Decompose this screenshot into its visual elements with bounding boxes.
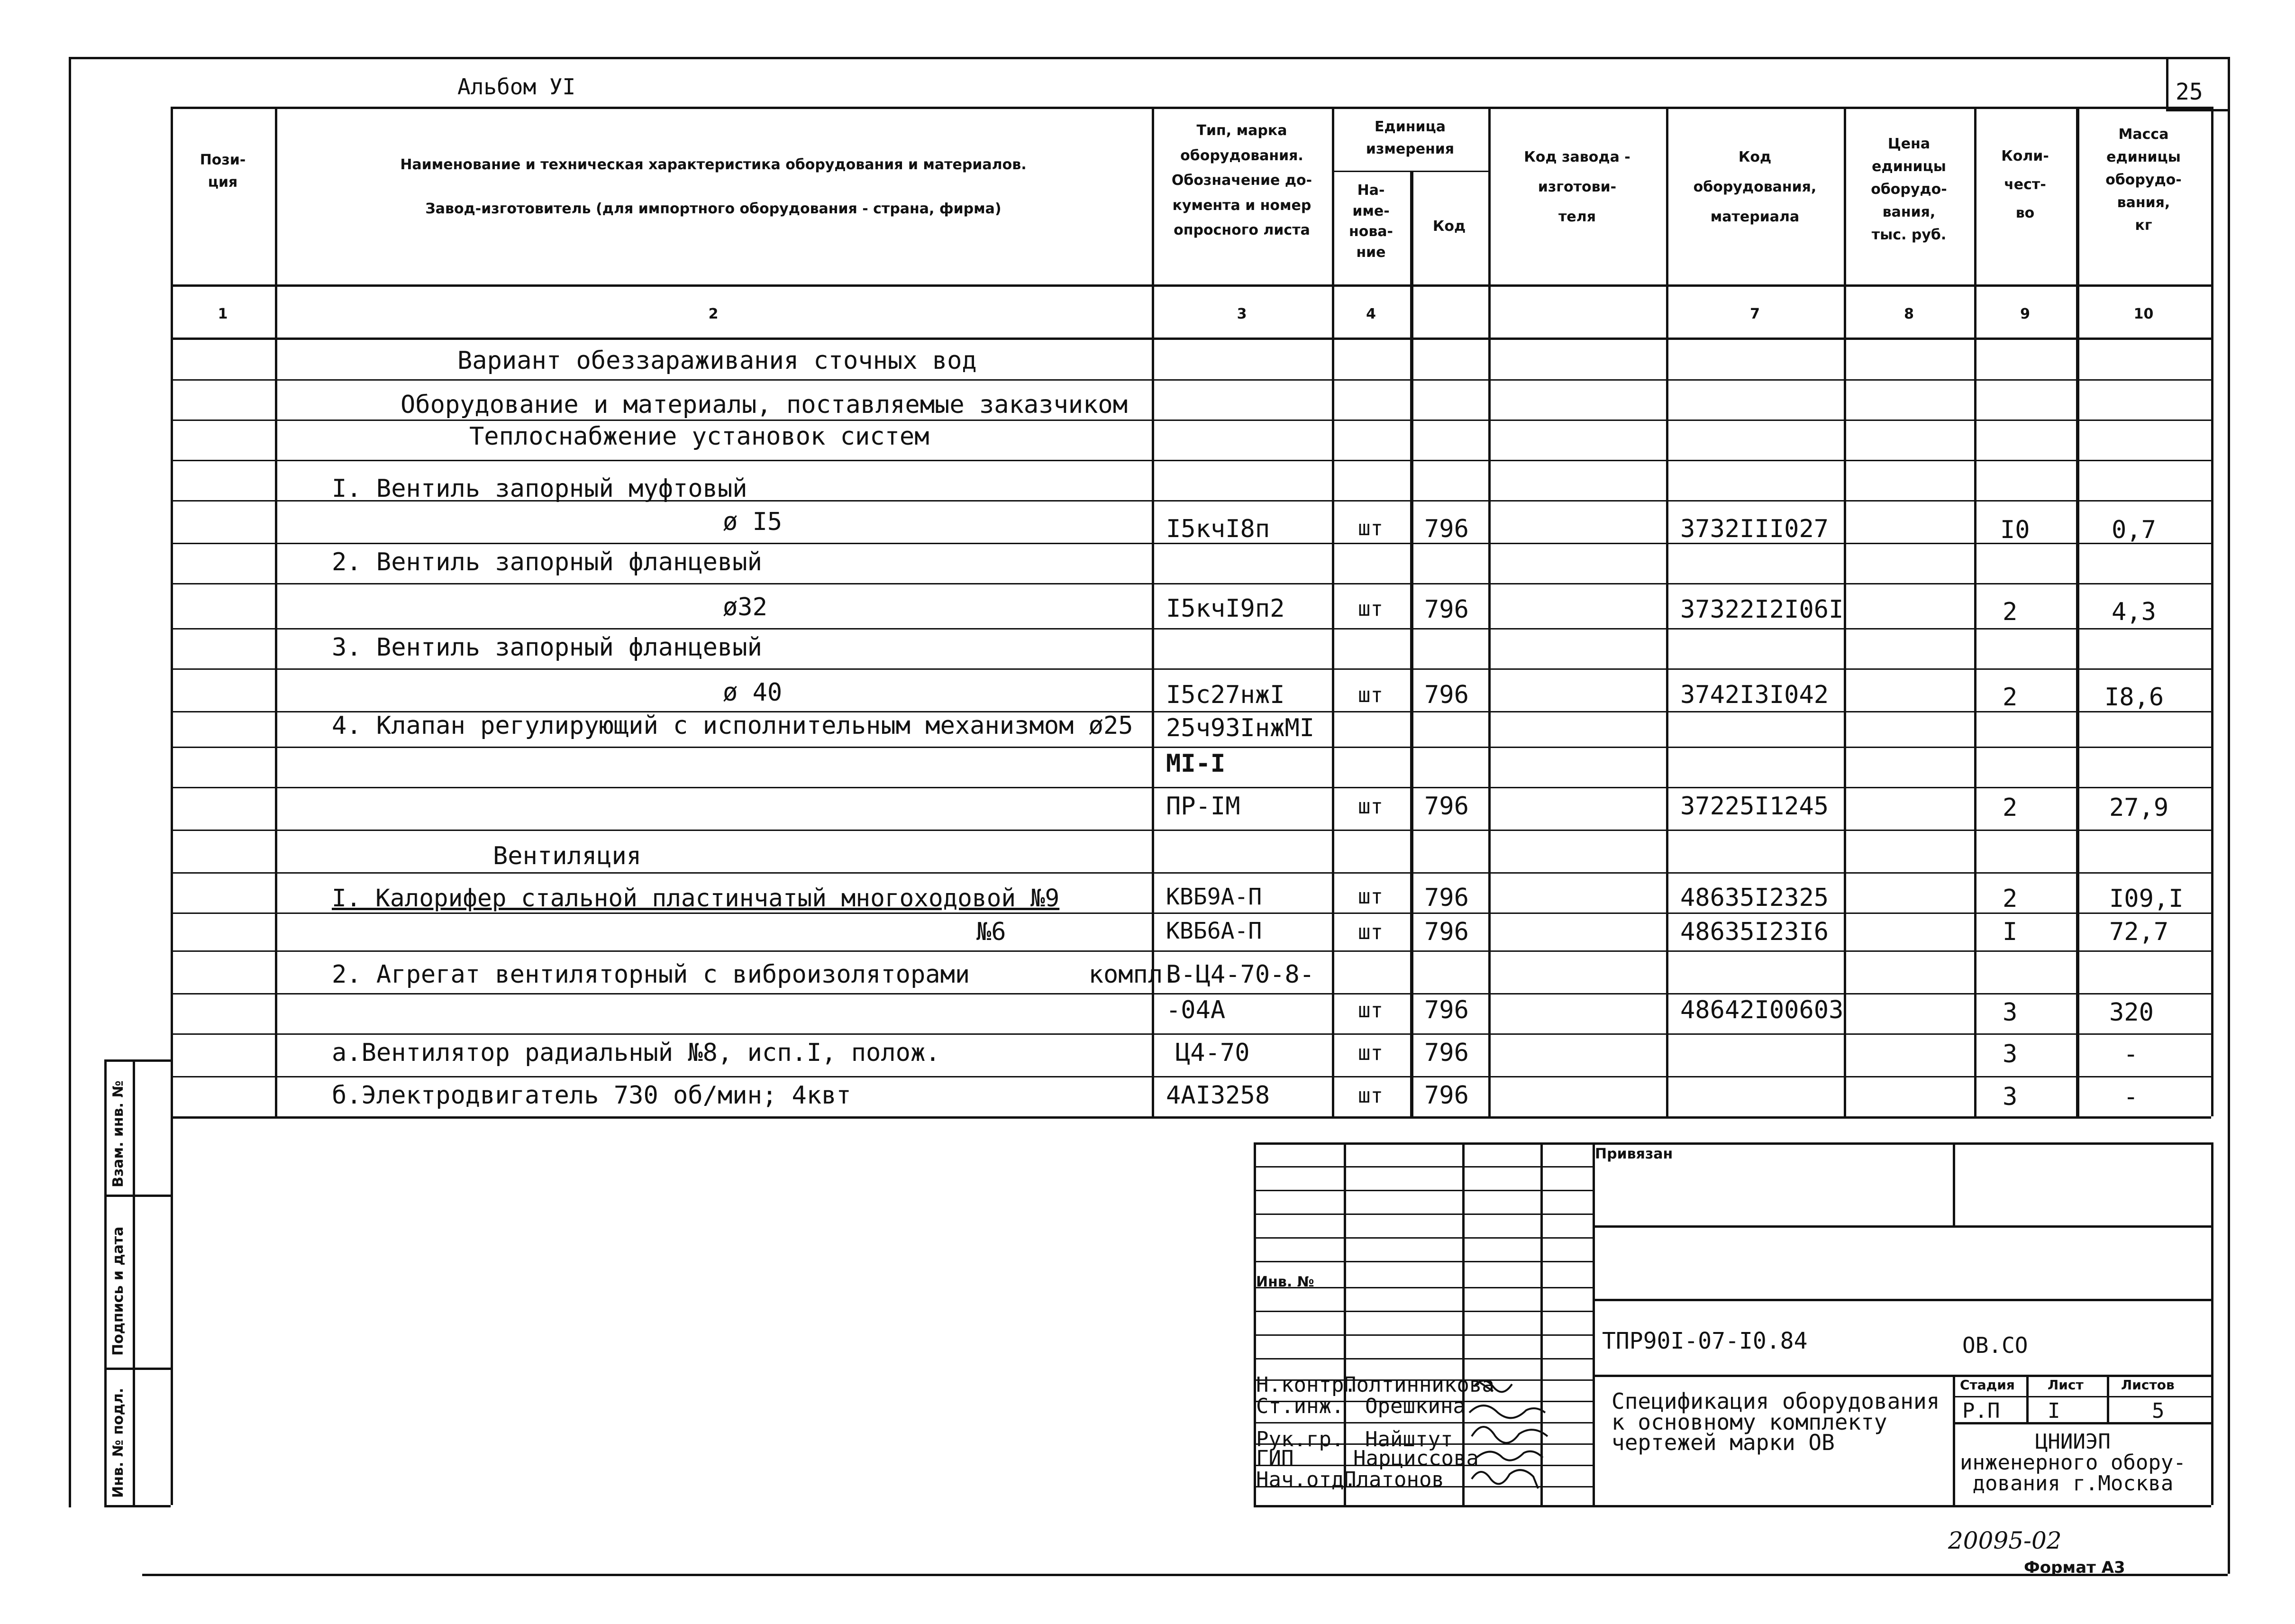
col-header-type (1152, 119, 1332, 243)
col-line (1488, 107, 1491, 1116)
row-name: а.Вентилятор радиальный №8, исп.I, полож. (332, 1039, 940, 1067)
row-line (171, 872, 2211, 874)
row-unit: шт (1358, 683, 1383, 707)
col-line (1666, 107, 1668, 1116)
col-line (2076, 107, 2079, 1116)
row-type: 25ч93IнжМI (1166, 714, 1315, 742)
col-line (1974, 107, 1976, 1116)
row-quantity: 2 (2003, 794, 2018, 822)
tb-sig-name: Полтинникова (1344, 1373, 1494, 1397)
col-header-label: Наименование и техническая характеристика оборудования и материалов. Завод-изготовитель (для импортного оборудования - страна, фирма) (400, 156, 1027, 217)
side-label-inv-replace: Взам. инв. № (110, 1080, 127, 1187)
row-unit-code: 796 (1424, 884, 1469, 912)
row-line (171, 628, 2211, 630)
col-header-quantity (1974, 142, 2076, 228)
col-header-label: Код завода - изготови- теля (1524, 149, 1630, 225)
row-type: Ц4-70 (1175, 1039, 1250, 1067)
row-line (171, 420, 2211, 421)
col-line (1410, 171, 1413, 1116)
row-line (171, 583, 2211, 584)
tb-stage: Р.П (1962, 1399, 2000, 1423)
tb-line (1344, 1142, 1346, 1505)
row-name: I. Вентиль запорный муфтовый (332, 474, 747, 503)
row-quantity: 2 (2003, 683, 2018, 712)
row-quantity: I0 (2000, 516, 2030, 544)
col-line (2211, 107, 2213, 1116)
row-mass: I8,6 (2104, 683, 2164, 712)
row-mass: 0,7 (2112, 516, 2156, 544)
top-frame-line (69, 57, 2230, 59)
row-name: ø I5 (723, 508, 783, 536)
row-name: б.Электродвигатель 730 об/мин; 4квт (332, 1081, 851, 1110)
row-name: 2. Вентиль запорный фланцевый (332, 548, 762, 576)
row-unit: шт (1358, 516, 1383, 540)
row-type: КВБ9А-П (1166, 884, 1262, 910)
signature-scribbles (1465, 1372, 1588, 1515)
col-number: 2 (708, 306, 719, 322)
row-type: I5кчI8п (1166, 515, 1270, 543)
row-mass: 4,3 (2112, 598, 2156, 626)
row-name: Вентиляция (493, 842, 642, 870)
row-equipment-code: 3742I3I042 (1680, 681, 1829, 709)
tb-line (1254, 1358, 1593, 1359)
tb-sig-role: Рук.гр. (1256, 1427, 1344, 1451)
col-header-label: Тип, марка оборудования. Обозначение до- кумента и номер опросного листа (1171, 122, 1312, 238)
tb-line (1254, 1334, 1593, 1336)
tb-line (1593, 1299, 2211, 1301)
row-unit-code: 796 (1424, 792, 1469, 821)
row-line (171, 993, 2211, 994)
tb-line (1254, 1311, 1593, 1312)
format-label: Формат А3 (2024, 1558, 2125, 1577)
tb-line (1953, 1375, 1955, 1505)
row-quantity: 2 (2003, 598, 2018, 626)
col-header-unit (1332, 116, 1488, 160)
tb-doc-code: ТПР90I-07-I0.84 (1602, 1328, 1808, 1354)
tb-sig-role: Н.контр. (1256, 1373, 1357, 1397)
tb-line (1254, 1505, 2211, 1507)
row-line (171, 830, 2211, 831)
side-strip-line (104, 1368, 171, 1370)
tb-line (2026, 1375, 2029, 1422)
left-frame-line (69, 57, 71, 1507)
header-bottom (171, 284, 2211, 287)
row-name: №6 (976, 918, 1006, 946)
row-line (171, 912, 2211, 914)
row-line (171, 460, 2211, 461)
tb-sig-role: Нач.отд. (1256, 1468, 1357, 1492)
side-strip-line (133, 1059, 135, 1505)
row-line (171, 379, 2211, 381)
row-unit: шт (1358, 1041, 1383, 1065)
tb-line (1254, 1166, 1593, 1168)
row-mass: 27,9 (2109, 794, 2169, 822)
col-header-unit-name (1332, 180, 1410, 263)
table-bottom (171, 1116, 2211, 1119)
col-header-label: Код оборудования, материала (1693, 149, 1817, 225)
row-unit: шт (1358, 885, 1383, 909)
row-equipment-code: 3732III027 (1680, 515, 1829, 543)
col-header-equipment-code (1666, 142, 1844, 232)
table-top (171, 107, 2211, 109)
row-name: 2. Агрегат вентиляторный с виброизоляторами компл. (332, 960, 1178, 989)
row-unit-code: 796 (1424, 595, 1469, 624)
tb-sig-role: Ст.инж. (1256, 1394, 1344, 1418)
tb-inv-no: Инв. № (1256, 1274, 1314, 1290)
row-unit-code: 796 (1424, 681, 1469, 709)
tb-org: ЦНИИЭП инженерного обору- дования г.Москва (1960, 1430, 2186, 1496)
row-quantity: 2 (2003, 885, 2018, 913)
row-name: I. Калорифер стальной пластинчатый многоходовой №9 (332, 885, 1060, 912)
numbers-bottom (171, 338, 2211, 340)
row-line (171, 747, 2211, 748)
page-number: 25 (2176, 79, 2203, 105)
tb-line (1593, 1225, 2211, 1228)
col-header-mass (2076, 123, 2211, 237)
col-number: 4 (1366, 306, 1376, 322)
row-type: -04А (1166, 996, 1226, 1024)
tb-sheet: I (2048, 1399, 2060, 1423)
tb-line (1953, 1142, 1955, 1225)
row-type: 4АI3258 (1166, 1081, 1270, 1110)
row-line (171, 950, 2211, 952)
row-type: I5кчI9п2 (1166, 594, 1285, 623)
tb-sig-name: Орешкина (1365, 1394, 1466, 1418)
row-equipment-code: 37322I2I06I (1680, 595, 1844, 624)
tb-line (1953, 1396, 2211, 1397)
row-unit: шт (1358, 920, 1383, 944)
row-quantity: 3 (2003, 1083, 2018, 1111)
col-number: 1 (218, 306, 228, 322)
row-mass: - (2123, 1083, 2139, 1111)
row-equipment-code: 48635I23I6 (1680, 918, 1829, 946)
row-unit: шт (1358, 1084, 1383, 1108)
col-number: 3 (1237, 306, 1247, 322)
side-label-inv-podl: Инв. № подл. (110, 1387, 127, 1498)
row-unit-code: 796 (1424, 918, 1469, 946)
col-header-price (1844, 133, 1974, 246)
row-name: 4. Клапан регулирующий с исполнительным механизмом ø25 (332, 712, 1133, 740)
row-name: Вариант обеззараживания сточных вод (457, 347, 977, 375)
row-mass: - (2123, 1040, 2139, 1068)
handwritten-number: 20095-02 (1948, 1527, 2062, 1554)
row-equipment-code: 48642I00603 (1680, 996, 1844, 1024)
tb-sig-name: Найштут (1365, 1427, 1453, 1451)
col-number: 7 (1750, 306, 1760, 322)
row-name: 3. Вентиль запорный фланцевый (332, 633, 762, 662)
col-header-label: Цена единицы оборудо- вания, тыс. руб. (1871, 136, 1947, 243)
tb-sig-name: Платонов (1344, 1468, 1444, 1492)
col-line (275, 107, 277, 1116)
col-header-position (171, 149, 275, 193)
row-type: ПР-IМ (1166, 792, 1240, 821)
row-type: I5с27нжI (1166, 681, 1285, 709)
row-type: МI-I (1166, 749, 1226, 778)
col-header-label: Коли- чест- во (2001, 148, 2049, 221)
row-unit: шт (1358, 597, 1383, 621)
row-unit-code: 796 (1424, 1039, 1469, 1067)
tb-line (1593, 1142, 1595, 1505)
row-name: Теплоснабжение установок систем (469, 422, 929, 451)
side-strip-line (104, 1059, 107, 1505)
col-number: 9 (2020, 306, 2030, 322)
col-line (1844, 107, 1846, 1116)
row-type: КВБ6А-П (1166, 918, 1262, 944)
row-name: ø32 (723, 593, 767, 621)
side-strip-line (104, 1505, 171, 1507)
row-line (171, 787, 2211, 788)
row-line (171, 1076, 2211, 1077)
tb-sheets-label: Листов (2121, 1377, 2175, 1393)
row-mass: I09,I (2109, 885, 2184, 913)
row-quantity: I (2003, 918, 2018, 946)
row-name: ø 40 (723, 678, 783, 707)
col-number: 8 (1904, 306, 1914, 322)
row-name: Оборудование и материалы, поставляемые заказчиком (401, 391, 1128, 419)
tb-line (2107, 1375, 2109, 1422)
row-unit: шт (1358, 998, 1383, 1022)
right-frame-line (2228, 57, 2230, 1574)
row-quantity: 3 (2003, 998, 2018, 1027)
tb-sheet-label: Лист (2048, 1377, 2084, 1393)
row-unit-code: 796 (1424, 1081, 1469, 1110)
tb-title: Спецификация оборудования к основному комплекту чертежей марки ОВ (1612, 1388, 1940, 1456)
tb-line (1593, 1375, 2211, 1377)
tb-sheets: 5 (2152, 1399, 2165, 1423)
row-mass: 72,7 (2109, 918, 2169, 946)
row-unit-code: 796 (1424, 996, 1469, 1024)
album-label: Альбом УI (457, 74, 576, 100)
tb-line (1254, 1190, 1593, 1191)
tb-stage-label: Стадия (1960, 1377, 2015, 1393)
row-line (171, 668, 2211, 670)
row-unit: шт (1358, 794, 1383, 819)
col-header-label: Масса единицы оборудо- вания, кг (2105, 126, 2182, 234)
col-header-label: Единица измерения (1366, 119, 1455, 157)
side-strip-line (104, 1059, 171, 1062)
col-header-unit-code (1410, 216, 1488, 238)
row-equipment-code: 37225I1245 (1680, 792, 1829, 821)
col-header-name (275, 154, 1152, 220)
tb-line (1254, 1237, 1593, 1239)
row-mass: 320 (2109, 998, 2154, 1027)
side-label-signature-date: Подпись и дата (110, 1226, 127, 1356)
row-type: В-Ц4-70-8- (1166, 960, 1315, 989)
tb-line (1254, 1213, 1593, 1215)
row-unit-code: 796 (1424, 515, 1469, 543)
row-quantity: 3 (2003, 1040, 2018, 1068)
tb-doc-mark: ОВ.СО (1962, 1332, 2028, 1358)
tb-privyazan: Привязан (1595, 1146, 1673, 1162)
col-header-label: Код (1432, 218, 1466, 235)
row-line (171, 1033, 2211, 1035)
tb-line (1254, 1142, 2211, 1145)
col-header-label: Пози- ция (200, 152, 246, 191)
tb-line (1254, 1261, 1593, 1262)
side-strip-line (104, 1195, 171, 1197)
bottom-frame-line (142, 1574, 2228, 1576)
row-equipment-code: 48635I2325 (1680, 884, 1829, 912)
tb-sig-role: ГИП (1256, 1446, 1294, 1470)
col-header-factory-code (1488, 142, 1666, 232)
col-header-label: На- име- нова- ние (1348, 182, 1393, 261)
col-number: 10 (2133, 306, 2154, 322)
tb-sig-name: Нарциссова (1353, 1446, 1479, 1470)
tb-line (2211, 1142, 2213, 1505)
